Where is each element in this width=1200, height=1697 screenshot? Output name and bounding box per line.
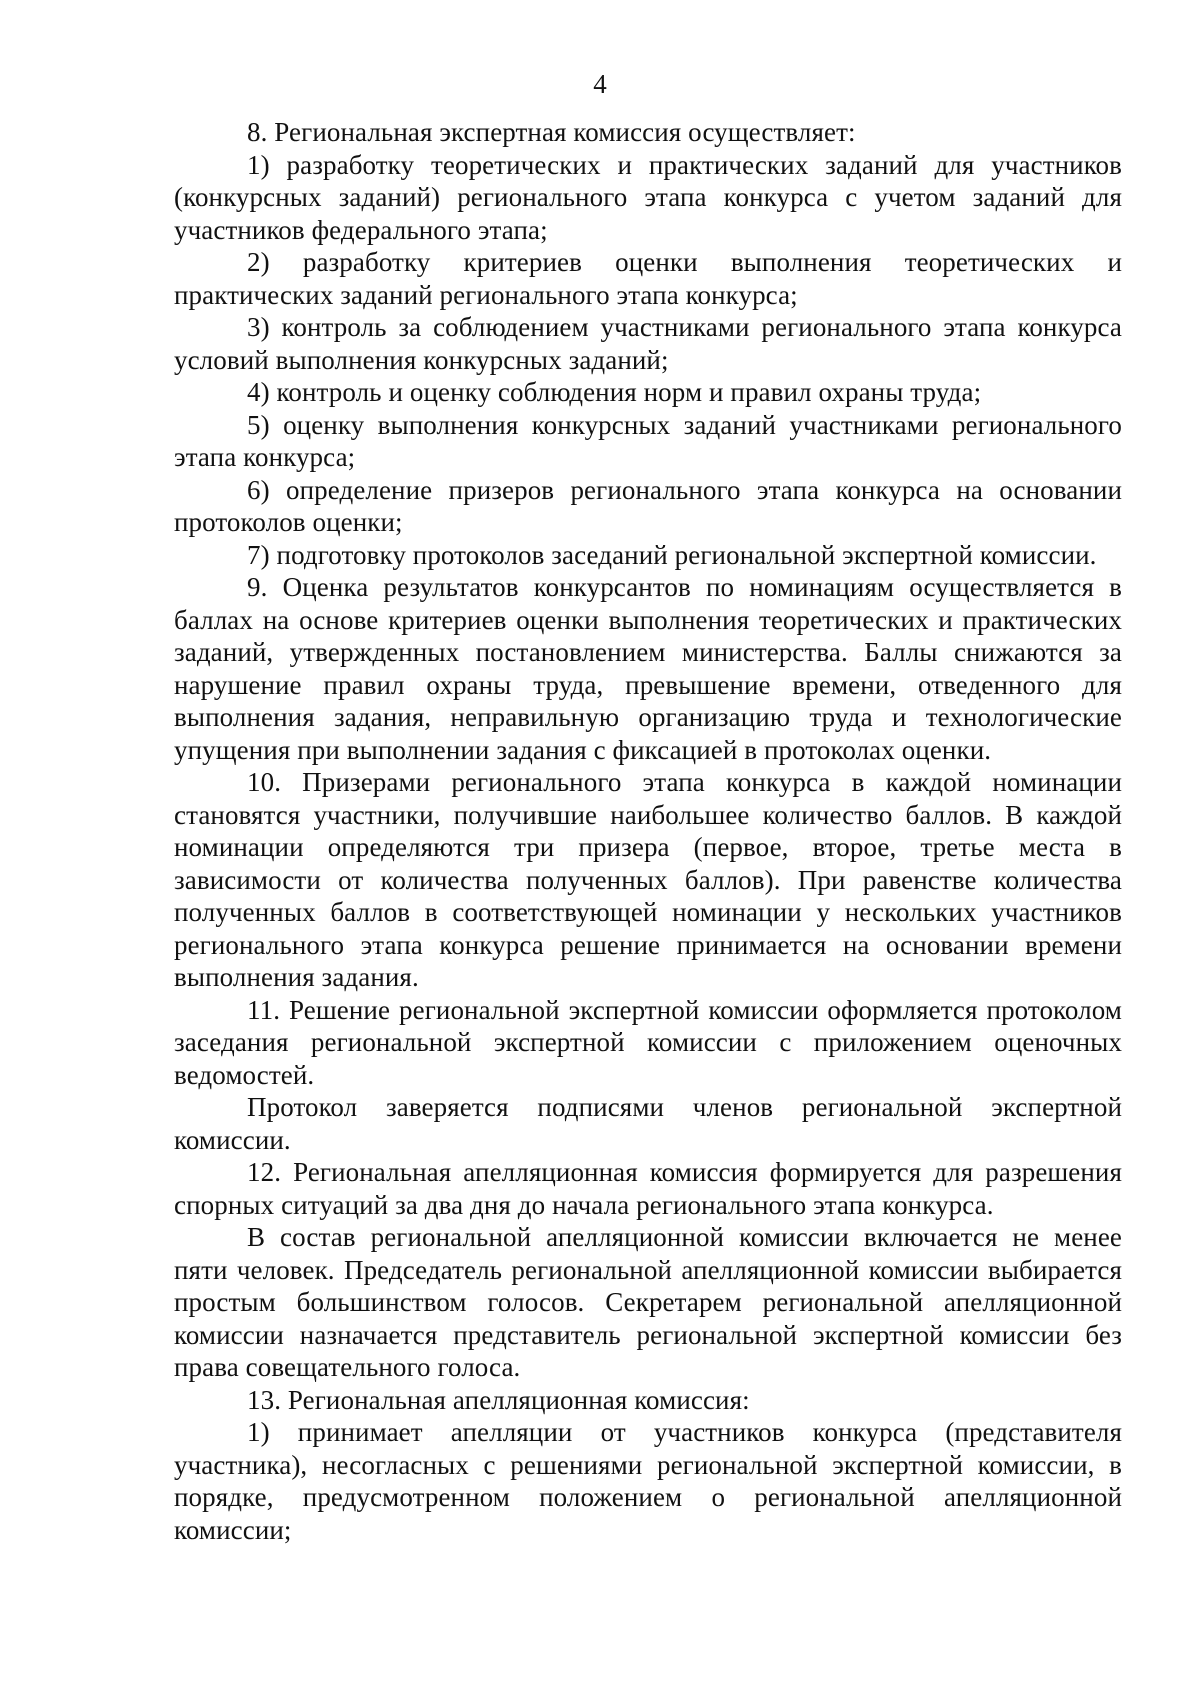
paragraph-8-item-4: 4) контроль и оценку соблюдения норм и правил охраны труда; bbox=[247, 377, 982, 407]
paragraph-8-intro: 8. Региональная экспертная комиссия осуществляет: bbox=[247, 117, 856, 147]
paragraph-13-item-1: 1) принимает апелляции от участников конкурса (представителя участника), несогласных с решениями региональной экспертной комиссии, в порядке, предусмотренном положением о региональной апелляционной комиссии; bbox=[174, 1417, 1122, 1545]
paragraph-8-item-3: 3) контроль за соблюдением участниками регионального этапа конкурса условий выполнения конкурсных заданий; bbox=[174, 312, 1122, 375]
document-body bbox=[174, 116, 1122, 1546]
paragraph-8-item-1: 1) разработку теоретических и практических заданий для участников (конкурсных заданий) регионального этапа конкурса с учетом заданий для участников федерального этапа; bbox=[174, 149, 1122, 245]
page-number: 4 bbox=[593, 69, 607, 99]
paragraph-9: 9. Оценка результатов конкурсантов по номинациям осуществляется в баллах на основе критериев оценки выполнения теоретических и практических заданий, утвержденных постановлением министерства. Баллы снижаются за нарушение правил охраны труда, превышение времени, отведенного для выполнения задания, неправильную организацию труда и технологические упущения при выполнении задания с фиксацией в протоколах оценки. bbox=[174, 572, 1122, 765]
paragraph-13-intro: 13. Региональная апелляционная комиссия: bbox=[247, 1384, 750, 1415]
paragraph-8-item-7: 7) подготовку протоколов заседаний региональной экспертной комиссии. bbox=[247, 539, 1097, 570]
paragraph-11: 11. Решение региональной экспертной комиссии оформляется протоколом заседания региональной экспертной комиссии с приложением оценочных ведомостей. bbox=[174, 994, 1122, 1090]
paragraph-12: 12. Региональная апелляционная комиссия формируется для разрешения спорных ситуаций за два дня до начала регионального этапа конкурса. bbox=[174, 1157, 1122, 1220]
paragraph-8-item-2: 2) разработку критериев оценки выполнения теоретических и практических заданий регионального этапа конкурса; bbox=[174, 247, 1122, 310]
paragraph-12-composition: В состав региональной апелляционной комиссии включается не менее пяти человек. Председатель региональной апелляционной комиссии выбирается простым большинством голосов. Секретарем региональной апелляционной комиссии назначается представитель региональной экспертной комиссии без права совещательного голоса. bbox=[174, 1222, 1122, 1382]
paragraph-8-item-5: 5) оценку выполнения конкурсных заданий участниками регионального этапа конкурса; bbox=[174, 409, 1122, 472]
paragraph-11-protocol: Протокол заверяется подписями членов региональной экспертной комиссии. bbox=[174, 1092, 1122, 1155]
paragraph-8-item-6: 6) определение призеров регионального этапа конкурса на основании протоколов оценки; bbox=[174, 474, 1122, 537]
paragraph-10: 10. Призерами регионального этапа конкурса в каждой номинации становятся участники, получившие наибольшее количество баллов. В каждой номинации определяются три призера (первое, второе, третье места в зависимости от количества полученных баллов). При равенстве количества полученных баллов в соответствующей номинации у нескольких участников регионального этапа конкурса решение принимается на основании времени выполнения задания. bbox=[174, 767, 1122, 992]
